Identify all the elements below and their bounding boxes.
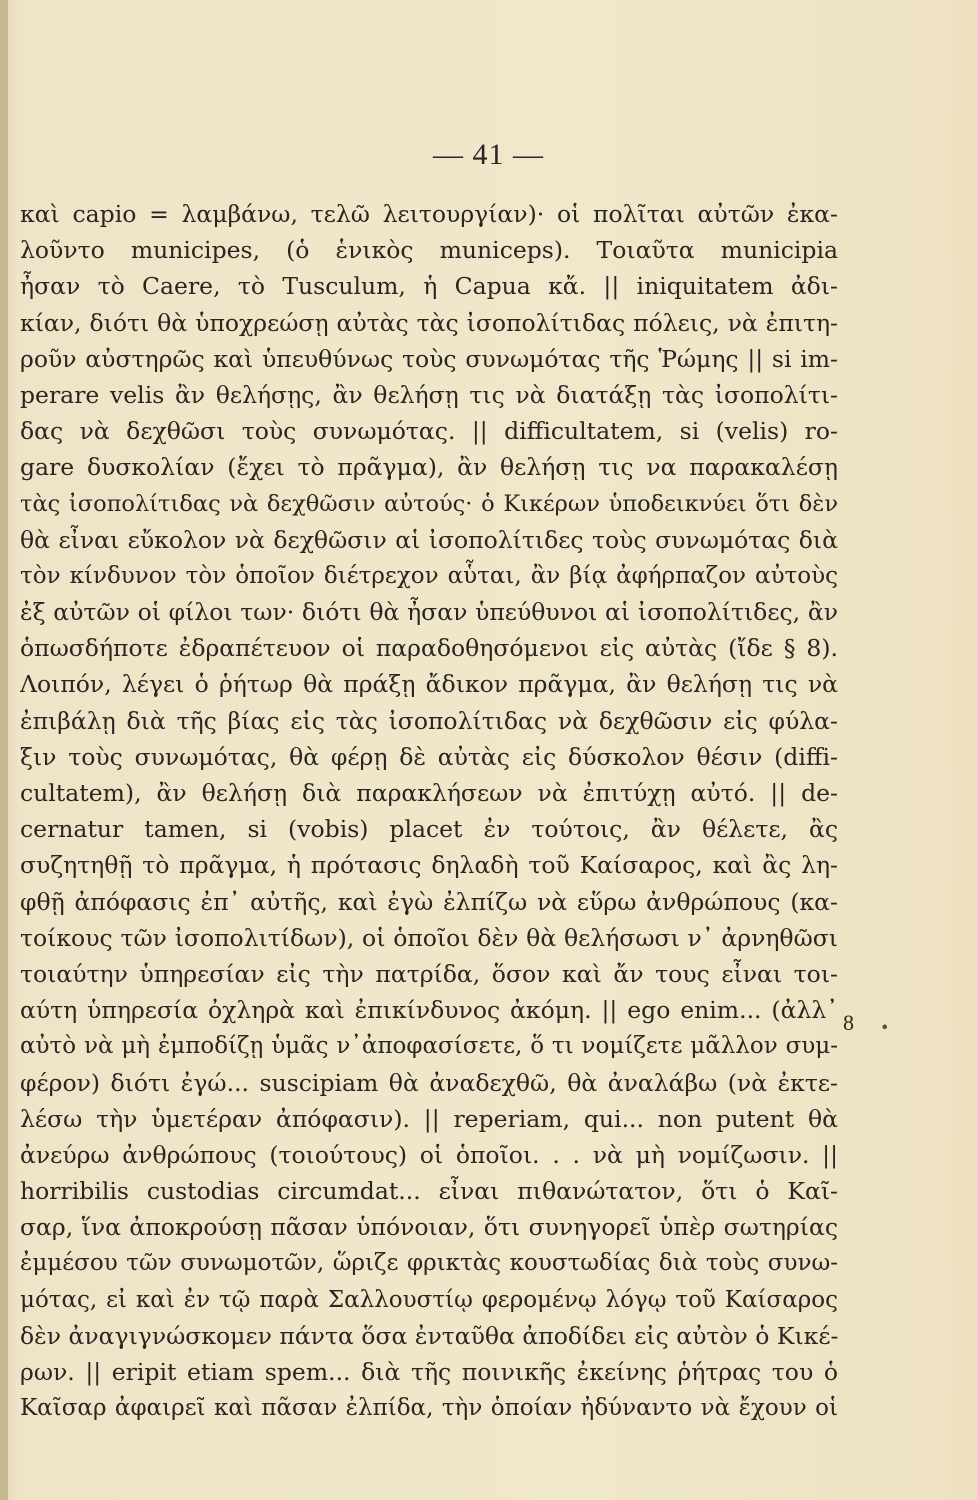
text-line: ἦσαν τὸ Caere, τὸ Tusculum, ἡ Capua κἄ. || iniquitatem ἀδι- <box>20 272 838 301</box>
text-line: ὁπωσδήποτε ἐδραπέτευον οἱ παραδοθησόμενοι εἰς αὐτὰς (ἴδε § 8). <box>20 634 838 663</box>
text-line: Καῖσαρ ἀφαιρεῖ καὶ πᾶσαν ἐλπίδα, τὴν ὁποίαν ἠδύναντο νὰ ἔχουν οἱ <box>20 1395 838 1422</box>
text-line: τὸν κίνδυνον τὸν ὁποῖον διέτρεχον αὗται, ἂν βίᾳ ἀφήρπαζον αὐτοὺς <box>20 562 838 589</box>
text-line: αύτη ὑπηρεσία ὀχληρὰ καὶ ἐπικίνδυνος ἀκόμη. || ego enim... (ἀλλ᾽ <box>20 996 838 1025</box>
text-line: perare velis ἂν θελήσῃς, ἂν θελήσῃ τις νὰ διατάξῃ τὰς ἰσοπολίτι- <box>20 380 838 409</box>
text-line: cultatem), ἂν θελήσῃ διὰ παρακλήσεων νὰ ἐπιτύχῃ αὐτό. || de- <box>20 779 838 807</box>
text-line: λοῦντο municipes, (ὁ ἑνικὸς municeps). Τοιαῦτα municipia <box>20 236 838 265</box>
text-line: λέσω τὴν ὑμετέραν ἀπόφασιν). || reperiam, qui... non putent θὰ <box>20 1104 838 1133</box>
text-line: ρων. || eripit etiam spem... διὰ τῆς ποινικῆς ἐκείνης ῥήτρας του ὁ <box>20 1358 838 1386</box>
text-line: σαρ, ἵνα ἀποκρούσῃ πᾶσαν ὑπόνοιαν, ὅτι συνηγορεῖ ὑπὲρ σωτηρίας <box>20 1213 838 1242</box>
text-line: θὰ εἶναι εὔκολον νὰ δεχθῶσιν αἱ ἰσοπολίτιδες τοὺς συνωμότας διὰ <box>20 525 838 554</box>
text-line: συζητηθῇ τὸ πρᾶγμα, ἡ πρότασις δηλαδὴ τοῦ Καίσαρος, καὶ ἂς λη- <box>20 851 838 880</box>
text-line: cernatur tamen, si (vobis) placet ἐν τούτοις, ἂν θέλετε, ἂς <box>20 815 838 844</box>
page-number: — 41 — <box>433 138 544 171</box>
text-line: μότας, εἰ καὶ ἐν τῷ παρὰ Σαλλουστίῳ φερομένῳ λόγῳ τοῦ Καίσαρος <box>20 1286 838 1313</box>
text-line: τοίκους τῶν ἰσοπολιτίδων), οἱ ὁποῖοι δὲν θὰ θελήσωσι ν᾽ ἀρνηθῶσι <box>20 923 838 952</box>
margin-dot-mark: • <box>880 1018 890 1037</box>
text-line: ἀνεύρω ἀνθρώπους (τοιούτους) οἱ ὁποῖοι. . . νὰ μὴ νομίζωσιν. || <box>20 1140 838 1169</box>
text-line: δας νὰ δεχθῶσι τοὺς συνωμότας. || difficultatem, si (velis) ro- <box>20 417 838 446</box>
text-line: ἐπιβάλῃ διὰ τῆς βίας εἰς τὰς ἰσοπολίτιδας νὰ δεχθῶσιν εἰς φύλα- <box>20 706 838 735</box>
text-line: καὶ capio = λαμβάνω, τελῶ λειτουργίαν)· οἱ πολῖται αὐτῶν ἐκα- <box>20 200 838 228</box>
text-line: horribilis custodias circumdat... εἶναι πιθανώτατον, ὅτι ὁ Καῖ- <box>20 1177 838 1206</box>
text-line: Λοιπόν, λέγει ὁ ῥήτωρ θὰ πράξῃ ἄδικον πρᾶγμα, ἂν θελήσῃ τις νὰ <box>20 670 838 699</box>
text-line: τὰς ἰσοπολίτιδας νὰ δεχθῶσιν αὐτούς· ὁ Κικέρων ὑποδεικνύει ὅτι δὲν <box>20 490 838 517</box>
text-line: ἐξ αὐτῶν οἱ φίλοι των· διότι θὰ ἦσαν ὑπεύθυνοι αἱ ἰσοπολίτιδες, ἂν <box>20 598 838 627</box>
text-line: gare δυσκολίαν (ἔχει τὸ πρᾶγμα), ἂν θελήσῃ τις να παρακαλέσῃ <box>20 453 838 482</box>
text-line: κίαν, διότι θὰ ὑποχρεώσῃ αὐτὰς τὰς ἰσοπολίτιδας πόλεις, νὰ ἐπιτη- <box>20 308 838 337</box>
text-line: τοιαύτην ὑπηρεσίαν εἰς τὴν πατρίδα, ὅσον καὶ ἄν τους εἶναι τοι- <box>20 959 838 988</box>
text-line: ξιν τοὺς συνωμότας, θὰ φέρῃ δὲ αὐτὰς εἰς δύσκολον θέσιν (diffi- <box>20 742 838 771</box>
page-spine-edge <box>0 0 8 1500</box>
body-text <box>20 196 838 1426</box>
text-line: φθῇ ἀπόφασις ἐπ᾽ αὐτῆς, καὶ ἐγὼ ἐλπίζω νὰ εὕρω ἀνθρώπους (κα- <box>20 887 838 916</box>
text-line: ἐμμέσου τῶν συνωμοτῶν, ὥριζε φρικτὰς κουστωδίας διὰ τοὺς συνω- <box>20 1250 838 1277</box>
text-line: φέρον) διότι ἐγώ... suscipiam θὰ ἀναδεχθῶ, θὰ ἀναλάβω (νὰ ἐκτε- <box>20 1068 838 1097</box>
text-line: αὐτὸ νὰ μὴ ἐμποδίζῃ ὑμᾶς ν᾽ἀποφασίσετε, ὅ τι νομίζετε μᾶλλον συμ- <box>20 1033 838 1060</box>
text-line: δὲν ἀναγιγνώσκομεν πάντα ὅσα ἐνταῦθα ἀποδίδει εἰς αὐτὸν ὁ Κικέ- <box>20 1321 838 1350</box>
margin-section-number: 8 <box>843 1010 854 1035</box>
text-line: ροῦν αὐστηρῶς καὶ ὑπευθύνως τοὺς συνωμότας τῆς Ῥώμης || si im- <box>20 344 838 373</box>
